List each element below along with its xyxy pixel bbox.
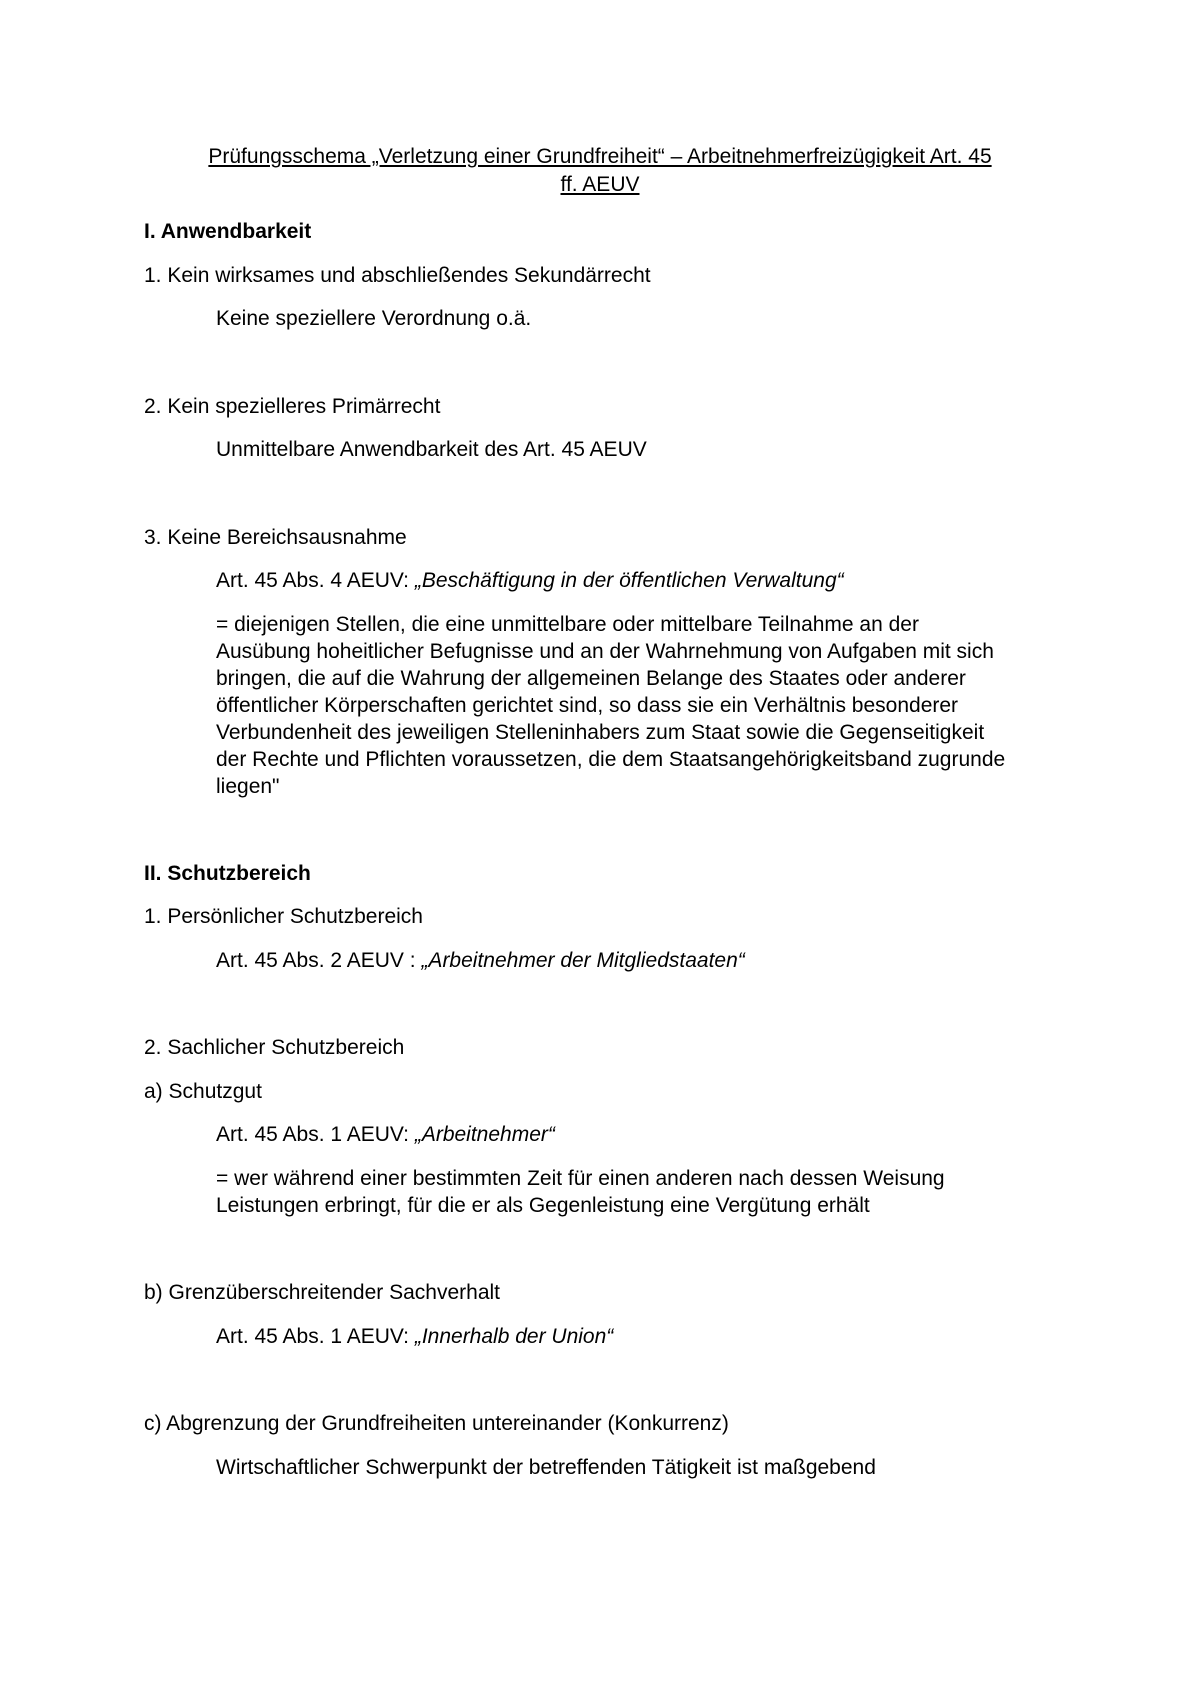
definition-line: bringen, die auf die Wahrung der allgemeinen Belange des Staates oder anderer: [216, 667, 966, 690]
section-2-sub-a-definition: [216, 1165, 1066, 1219]
title-line-2: ff. AEUV: [560, 173, 640, 196]
definition-line: = wer während einer bestimmten Zeit für einen anderen nach dessen Weisung: [216, 1167, 945, 1190]
section-1-item-1-label: 1. Kein wirksames und abschließendes Sekundärrecht: [144, 264, 651, 287]
title-line-1: Prüfungsschema „Verletzung einer Grundfreiheit“ – Arbeitnehmerfreizügigkeit Art. 45: [208, 145, 992, 168]
reference-prefix: Art. 45 Abs. 1 AEUV:: [216, 1325, 415, 1348]
definition-line: = diejenigen Stellen, die eine unmittelbare oder mittelbare Teilnahme an der: [216, 613, 919, 636]
section-2-item-1-label: 1. Persönlicher Schutzbereich: [144, 905, 423, 928]
section-1-item-3-label: 3. Keine Bereichsausnahme: [144, 526, 407, 549]
section-2-sub-a-label: a) Schutzgut: [144, 1080, 262, 1103]
section-2-item-1-reference: [216, 947, 745, 975]
section-2-sub-b-reference: [216, 1323, 613, 1351]
section-1-heading: I. Anwendbarkeit: [144, 220, 312, 243]
section-1-item-3-reference: [216, 567, 844, 595]
section-1-item-1-text: Keine speziellere Verordnung o.ä.: [216, 307, 532, 330]
section-2-heading: II. Schutzbereich: [144, 862, 311, 885]
definition-line: der Rechte und Pflichten voraussetzen, die dem Staatsangehörigkeitsband zugrunde: [216, 748, 1006, 771]
definition-line: öffentlicher Körperschaften gerichtet sind, so dass sie ein Verhältnis besonderer: [216, 694, 959, 717]
reference-quote: „Innerhalb der Union“: [414, 1325, 614, 1348]
section-1-item-3-definition: [216, 611, 1066, 800]
section-1-item-2-label: 2. Kein spezielleres Primärrecht: [144, 395, 441, 418]
section-2-sub-c-label: c) Abgrenzung der Grundfreiheiten untereinander (Konkurrenz): [144, 1412, 729, 1435]
section-1-item-2-text: Unmittelbare Anwendbarkeit des Art. 45 AEUV: [216, 438, 647, 461]
reference-prefix: Art. 45 Abs. 2 AEUV :: [216, 949, 422, 972]
definition-line: Verbundenheit des jeweiligen Stelleninhabers zum Staat sowie die Gegenseitigkeit: [216, 721, 985, 744]
definition-line: Ausübung hoheitlicher Befugnisse und an der Wahrnehmung von Aufgaben mit sich: [216, 640, 994, 663]
section-2-sub-a-reference: [216, 1121, 555, 1149]
reference-quote: „Beschäftigung in der öffentlichen Verwaltung“: [414, 569, 844, 592]
definition-line: Leistungen erbringt, für die er als Gegenleistung eine Vergütung erhält: [216, 1194, 870, 1217]
section-2-item-2-label: 2. Sachlicher Schutzbereich: [144, 1036, 405, 1059]
section-2-sub-b-label: b) Grenzüberschreitender Sachverhalt: [144, 1281, 501, 1304]
reference-quote: „Arbeitnehmer der Mitgliedstaaten“: [421, 949, 745, 972]
definition-line: liegen": [216, 775, 280, 798]
reference-prefix: Art. 45 Abs. 4 AEUV:: [216, 569, 415, 592]
section-2-sub-c-text: Wirtschaftlicher Schwerpunkt der betreffenden Tätigkeit ist maßgebend: [216, 1456, 876, 1479]
document-title: [144, 143, 1056, 199]
reference-quote: „Arbeitnehmer“: [414, 1123, 555, 1146]
reference-prefix: Art. 45 Abs. 1 AEUV:: [216, 1123, 415, 1146]
